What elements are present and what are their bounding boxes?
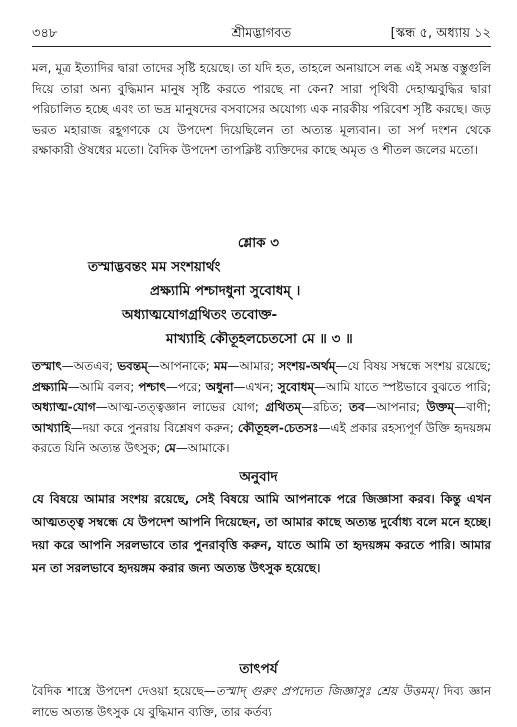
verse-line-3: অধ্যাত্মযোগগ্রথিতং তবোক্ত- (122, 307, 278, 323)
verse-title: শ্লোক ৩ (237, 235, 280, 251)
page-header (32, 24, 491, 44)
synonym-word: সংশয়-অর্থম্ (278, 359, 336, 373)
verse-line-4: মাখ্যাহি কৌতূহলচেতসো মে ॥ ৩ ॥ (166, 331, 353, 347)
synonym-meaning: আমার; (239, 359, 279, 373)
synonym-meaning: আমি বলব; (79, 379, 139, 394)
synonym-meaning: আমাকে। (187, 441, 230, 456)
chapter-reference: [স্কন্ধ ৫, অধ্যায় ১২ (390, 26, 491, 41)
synonym-word: উক্তম্ (426, 400, 455, 415)
translation-heading: অনুবাদ (239, 469, 278, 485)
synonym-word: তব (348, 400, 365, 415)
synonym-word: অধ্যাত্ম-যোগ (32, 400, 96, 415)
synonym-word: পশ্চাৎ (138, 379, 166, 394)
intro-paragraph: মল, মূত্র ইত্যাদির দ্বারা তাদের সৃষ্টি হয়েছে। তা যদি হত, তাহলে অনায়াসে লব্ধ এই সমস্ত বস্তুগুলি দিয়ে তারা অন্য বুদ্ধিমান মানুষ সৃষ্টি করতে পারছে না কেন? সারা পৃথিবী দেহাত্মবুদ্ধির দ্বারা পরিচালিত হচ্ছে এবং তা ভদ্র মানুষদের বসবাসের অযোগ্য এক নারকীয় পরিবেশ সৃষ্টি করছে। জড় ভরত মহারাজ রহূগণকে যে উপদেশ দিয়েছিলেন তা অত্যন্ত মূল্যবান। তা সর্প দংশন থেকে রক্ষাকারী ঔষধের মতো। বৈদিক উপদেশ তাপক্লিষ্ট ব্যক্তিদের কাছে অমৃত ও শীতল জলের মতো। (32, 61, 491, 158)
synonym-meaning: অতএব; (73, 359, 118, 373)
synonym-meaning: আমি যাতে স্পষ্টভাবে বুঝতে পারি; (326, 379, 491, 394)
book-title: শ্রীমদ্ভাগবত (231, 26, 292, 41)
synonym-meaning: পরে; (177, 379, 206, 394)
synonym-meaning: আপনাকে; (159, 359, 215, 373)
synonym-word: তস্মাৎ (32, 359, 62, 373)
synonym-word: সুবোধম্ (277, 379, 315, 394)
synonym-word: প্রক্ষ্যামি (32, 379, 68, 394)
purport-part-1: বৈদিক শাস্ত্রে উপদেশ দেওয়া হয়েছে— (32, 684, 216, 698)
synonym-word: আখ্যাহি (32, 420, 71, 435)
purport-quote: তস্মাদ্ গুরুং প্রপদ্যেত জিজ্ঞাসুঃ শ্রেয় উত্তমম্। (215, 684, 439, 698)
purport-part-2: দিব্য জ্ঞান লাভে অত্যন্ত উৎসুক যে বুদ্ধিমান ব্যক্তি, তার কর্তব্য (32, 684, 491, 719)
word-synonyms: তস্মাৎ—অতএব; ভবন্তম্—আপনাকে; মম—আমার; সংশয়-অর্থম্—যে বিষয় সম্বন্ধে সংশয় রয়েছে; প্রক্ষ্যামি—আমি বলব; পশ্চাৎ—পরে; অধুনা—এখন; সুবোধম্—আমি যাতে স্পষ্টভাবে বুঝতে পারি; অধ্যাত্ম-যোগ—আত্ম-তত্ত্বজ্ঞান লাভের যোগ; গ্রথিতম্—রচিত; তব—আপনার; উক্তম্—বাণী; আখ্যাহি—দয়া করে পুনরায় বিশ্লেষণ করুন; কৌতূহল-চেতসঃ—এই প্রকার রহস্যপূর্ণ উক্তি হৃদয়ঙ্গম করতে যিনি অত্যন্ত উৎসুক; মে—আমাকে। (32, 359, 491, 456)
verse-line-1: তস্মাদ্ভবন্তং মম সংশয়ার্থং (88, 259, 221, 275)
purport-heading: তাৎপর্য (239, 661, 278, 677)
synonym-word: মম (214, 359, 228, 373)
synonym-meaning: রচিত; (313, 400, 349, 415)
synonym-meaning: দয়া করে পুনরায় বিশ্লেষণ করুন; (82, 420, 238, 435)
synonym-meaning: যে বিষয় সম্বন্ধে সংশয় রয়েছে; (347, 359, 491, 373)
synonym-word: অধুনা (205, 379, 234, 394)
translation-text: যে বিষয়ে আমার সংশয় রয়েছে, সেই বিষয়ে আমি আপনাকে পরে জিজ্ঞাসা করব। কিন্তু এখন আত্মতত্ত্ব সম্বন্ধে যে উপদেশ আপনি দিয়েছেন, তা আমার কাছে অত্যন্ত দুর্বোধ্য বলে মনে হচ্ছে। দয়া করে আপনি সরলভাবে তার পুনরাবৃত্তি করুন, যাতে আমি তা হৃদয়ঙ্গম করতে পারি। আমার মন তা সরলভাবে হৃদয়ঙ্গম করার জন্য অত্যন্ত উৎসুক হয়েছে। (32, 492, 491, 575)
synonym-word: মে (164, 441, 176, 456)
synonym-word: গ্রথিতম্ (265, 400, 302, 415)
synonym-word: ভবন্তম্ (117, 359, 148, 373)
header-divider (32, 46, 491, 47)
synonym-meaning: এই প্রকার রহস্যপূর্ণ উক্তি হৃদয়ঙ্গম করতে যিনি অত্যন্ত উৎসুক; (32, 420, 491, 456)
synonym-meaning: আত্ম-তত্ত্বজ্ঞান লাভের যোগ; (107, 400, 266, 415)
synonym-word: কৌতূহল-চেতসঃ (237, 420, 319, 435)
verse-line-2: প্রক্ষ্যামি পশ্চাদধুনা সুবোধম্ । (150, 283, 301, 299)
synonym-meaning: এখন; (245, 379, 278, 394)
synonym-meaning: আপনার; (376, 400, 427, 415)
purport-text (32, 681, 491, 723)
synonym-meaning: বাণী; (466, 400, 491, 415)
page-number: ৩৪৮ (32, 26, 58, 41)
